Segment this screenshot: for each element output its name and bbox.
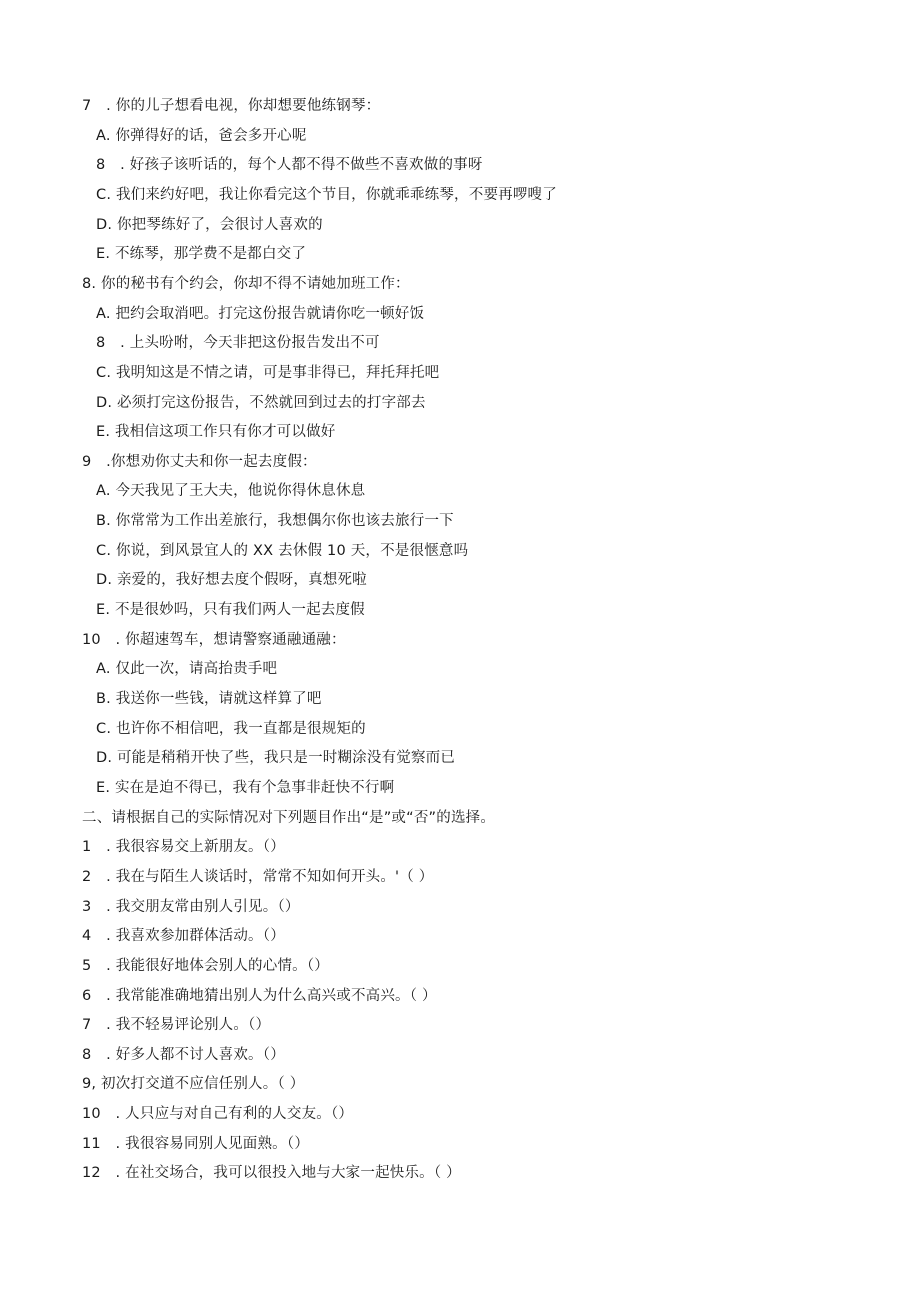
question-line: 7 . 你的儿子想看电视，你却想要他练钢琴： [82,98,381,114]
question-line: 12 . 在社交场合，我可以很投入地与大家一起快乐。（ ） [82,1165,461,1181]
option-line: 8 . 上头吩咐，今天非把这份报告发出不可 [96,335,380,351]
option-line: B. 我送你一些钱，请就这样算了吧 [96,691,322,707]
question-line: 2 . 我在与陌生人谈话时，常常不知如何开头。'（ ） [82,869,434,885]
option-line: D. 必须打完这份报告，不然就回到过去的打字部去 [96,395,426,411]
question-line: 10 . 你超速驾车，想请警察通融通融： [82,632,346,648]
option-line: E. 不练琴，那学费不是都白交了 [96,246,307,262]
option-line: D. 可能是稍稍开快了些，我只是一时糊涂没有觉察而已 [96,750,456,766]
option-line: C. 我明知这是不情之请，可是事非得已，拜托拜托吧 [96,365,440,381]
option-line: E. 实在是迫不得已，我有个急事非赶快不行啊 [96,780,395,796]
option-line: E. 我相信这项工作只有你才可以做好 [96,424,336,440]
option-line: 8 . 好孩子该听话的，每个人都不得不做些不喜欢做的事呀 [96,157,483,173]
question-line: 7 . 我不轻易评论别人。（） [82,1017,271,1033]
question-line: 11 . 我很容易同别人见面熟。（） [82,1136,310,1152]
option-line: A. 今天我见了王大夫，他说你得休息休息 [96,483,366,499]
option-line: D. 亲爱的，我好想去度个假呀，真想死啦 [96,572,367,588]
question-line: 4 . 我喜欢参加群体活动。（） [82,928,285,944]
question-line: 1 . 我很容易交上新朋友。（） [82,839,285,855]
option-line: E. 不是很妙吗，只有我们两人一起去度假 [96,602,365,618]
option-line: A. 仅此一次，请高抬贵手吧 [96,661,278,677]
question-line: 3 . 我交朋友常由别人引见。（） [82,899,300,915]
option-line: A. 把约会取消吧。打完这份报告就请你吃一顿好饭 [96,306,425,322]
question-line: 9, 初次打交道不应信任别人。（ ） [82,1076,305,1092]
option-line: C. 你说，到风景宜人的 XX 去休假 10 天，不是很惬意吗 [96,543,469,559]
option-line: C. 也许你不相信吧，我一直都是很规矩的 [96,721,366,737]
option-line: B. 你常常为工作出差旅行，我想偶尔你也该去旅行一下 [96,513,454,529]
option-line: A. 你弹得好的话，爸会多开心呢 [96,128,307,144]
question-line: 二、请根据自己的实际情况对下列题目作出“是”或“否”的选择。 [82,810,496,826]
question-line: 9 .你想劝你丈夫和你一起去度假： [82,454,317,470]
question-line: 10 . 人只应与对自己有利的人交友。（） [82,1106,354,1122]
question-line: 8 . 好多人都不讨人喜欢。（） [82,1047,285,1063]
question-line: 6 . 我常能准确地猜出别人为什么高兴或不高兴。（ ） [82,988,437,1004]
option-line: C. 我们来约好吧，我让你看完这个节目，你就乖乖练琴，不要再啰嗖了 [96,187,557,203]
option-line: D. 你把琴练好了，会很讨人喜欢的 [96,217,323,233]
question-line: 8. 你的秘书有个约会，你却不得不请她加班工作： [82,276,410,292]
question-line: 5 . 我能很好地体会别人的心情。（） [82,958,329,974]
